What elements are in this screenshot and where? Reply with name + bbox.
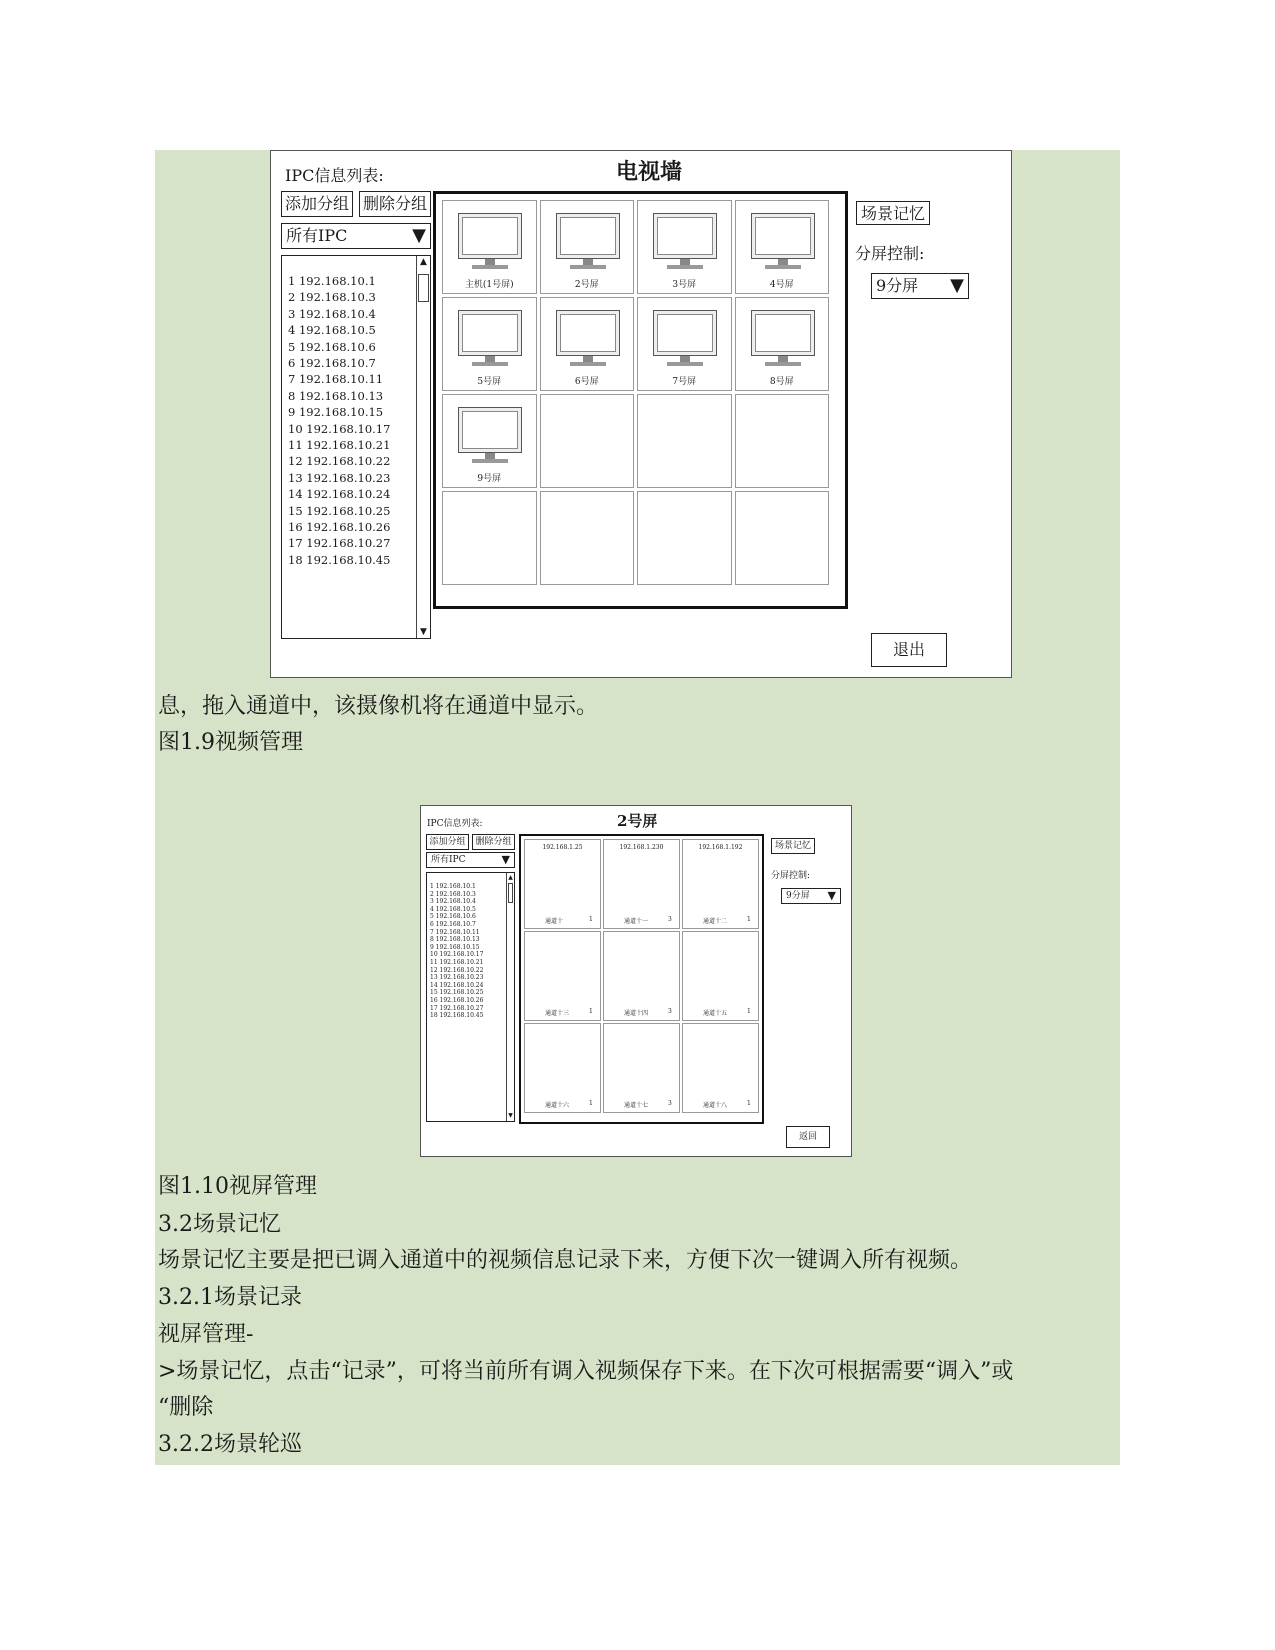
screen-label: 5号屏 (477, 377, 502, 387)
page-title: 2号屏 (617, 812, 658, 830)
screen-label: 4号屏 (769, 280, 794, 290)
split-select-value: 9分屏 (876, 276, 919, 295)
screen-label: 7号屏 (672, 377, 697, 387)
split-select[interactable] (871, 273, 969, 299)
figure-caption: 图1.9视频管理 (158, 730, 303, 755)
screen-label: 6号屏 (574, 377, 599, 387)
list-item[interactable]: 4 192.168.10.5 (430, 905, 476, 913)
channel-name: 通道十八 (703, 1102, 728, 1109)
list-item[interactable]: 5 192.168.10.6 (288, 339, 376, 354)
screen-label: 2号屏 (574, 280, 599, 290)
chevron-down-icon: ▼ (827, 889, 836, 902)
screen-figure (420, 805, 852, 1157)
channel-number: 1 (747, 916, 751, 923)
screen-cell[interactable] (637, 200, 732, 294)
list-item[interactable]: 13 192.168.10.23 (430, 974, 484, 982)
channel-cell[interactable] (682, 1023, 759, 1113)
list-item[interactable]: 10 192.168.10.17 (430, 951, 484, 959)
scroll-up-icon[interactable]: ▲ (420, 257, 427, 267)
group-select[interactable] (281, 223, 431, 249)
list-item[interactable]: 2 192.168.10.3 (430, 890, 476, 898)
tv-wall-figure (270, 150, 1012, 678)
group-select[interactable] (426, 852, 515, 868)
monitor-base (765, 265, 801, 269)
screen-cell[interactable] (442, 297, 537, 391)
screen-cell[interactable] (637, 394, 732, 488)
screen-cell[interactable] (540, 297, 635, 391)
add-group-button[interactable]: 添加分组 (281, 191, 353, 217)
monitor-screen (556, 310, 620, 356)
list-item[interactable]: 10 192.168.10.17 (288, 421, 391, 436)
channel-grid (519, 834, 764, 1124)
paragraph: 视屏管理- (158, 1322, 254, 1347)
ipc-list[interactable] (281, 255, 431, 639)
channel-number: 1 (747, 1008, 751, 1015)
list-item[interactable]: 15 192.168.10.25 (288, 503, 391, 518)
screen-cell[interactable] (540, 200, 635, 294)
monitor-screen (556, 213, 620, 259)
scene-memory-button[interactable]: 场景记忆 (856, 201, 930, 225)
figure-caption: 图1.10视屏管理 (158, 1174, 317, 1199)
channel-name: 通道十三 (545, 1010, 570, 1017)
list-item[interactable]: 15 192.168.10.25 (430, 989, 484, 997)
list-item[interactable]: 3 192.168.10.4 (430, 898, 476, 906)
screen-cell[interactable] (442, 491, 537, 585)
list-item[interactable]: 1 192.168.10.1 (288, 274, 376, 288)
channel-name: 通道十四 (624, 1010, 649, 1017)
channel-ip: 192.168.1.230 (619, 844, 664, 851)
screen-cell[interactable] (540, 394, 635, 488)
paragraph: 场景记忆主要是把已调入通道中的视频信息记录下来，方便下次一键调入所有视频。 (158, 1248, 973, 1273)
section-heading: 3.2.2场景轮巡 (158, 1432, 302, 1457)
scrollbar[interactable] (416, 256, 430, 638)
group-select-value: 所有IPC (286, 226, 348, 245)
screen-wall-grid (433, 191, 848, 609)
list-item[interactable]: 14 192.168.10.24 (288, 487, 391, 502)
list-item[interactable]: 9 192.168.10.15 (430, 943, 480, 951)
list-item[interactable]: 5 192.168.10.6 (430, 913, 476, 921)
channel-cell[interactable] (603, 839, 680, 929)
list-item[interactable]: 12 192.168.10.22 (430, 966, 484, 974)
screen-cell[interactable] (442, 394, 537, 488)
list-item[interactable]: 18 192.168.10.45 (288, 552, 391, 567)
channel-number: 3 (668, 1100, 672, 1107)
monitor-base (765, 362, 801, 366)
ipc-list-label: IPC信息列表: (285, 166, 384, 185)
chevron-down-icon: ▼ (412, 225, 426, 246)
channel-number: 1 (589, 1100, 593, 1107)
delete-group-button[interactable]: 删除分组 (359, 191, 431, 217)
monitor-base (667, 362, 703, 366)
monitor-base (472, 362, 508, 366)
page-title: 电视墙 (616, 159, 683, 185)
list-item[interactable]: 2 192.168.10.3 (288, 290, 376, 305)
paragraph: 息，拖入通道中，该摄像机将在通道中显示。 (158, 694, 599, 719)
screen-cell[interactable] (637, 491, 732, 585)
scroll-down-icon[interactable]: ▼ (508, 1112, 513, 1119)
chevron-down-icon: ▼ (501, 853, 510, 866)
channel-cell[interactable] (603, 1023, 680, 1113)
list-item[interactable]: 6 192.168.10.7 (288, 356, 376, 370)
screen-cell[interactable] (540, 491, 635, 585)
monitor-base (570, 362, 606, 366)
screen-label: 主机(1号屏) (464, 280, 514, 290)
screen-cell[interactable] (735, 200, 830, 294)
list-item[interactable]: 9 192.168.10.15 (288, 405, 384, 420)
monitor-screen (751, 213, 815, 259)
ipc-list[interactable] (426, 872, 515, 1122)
list-item[interactable]: 7 192.168.10.11 (430, 928, 480, 936)
split-control-label: 分屏控制: (771, 871, 811, 881)
channel-number: 3 (668, 1008, 672, 1015)
list-item[interactable]: 12 192.168.10.22 (288, 454, 391, 469)
list-item[interactable]: 13 192.168.10.23 (288, 470, 391, 485)
list-item[interactable]: 14 192.168.10.24 (430, 981, 484, 989)
monitor-screen (458, 310, 522, 356)
list-item[interactable]: 16 192.168.10.26 (288, 520, 391, 534)
channel-number: 3 (668, 916, 672, 923)
exit-button[interactable]: 退出 (871, 633, 947, 667)
monitor-screen (458, 213, 522, 259)
scene-memory-button[interactable]: 场景记忆 (771, 838, 815, 854)
group-select-value: 所有IPC (431, 855, 466, 865)
monitor-base (472, 459, 508, 463)
list-item[interactable]: 18 192.168.10.45 (430, 1012, 484, 1020)
section-heading: 3.2.1场景记录 (158, 1285, 302, 1310)
channel-name: 通道十七 (624, 1102, 649, 1109)
list-item[interactable]: 6 192.168.10.7 (430, 921, 476, 928)
channel-name: 通道十二 (703, 918, 728, 925)
split-control-label: 分屏控制: (855, 244, 925, 263)
scroll-thumb[interactable] (418, 274, 429, 302)
list-item[interactable]: 4 192.168.10.5 (288, 323, 376, 338)
channel-name: 通道十五 (703, 1010, 728, 1017)
list-item[interactable]: 3 192.168.10.4 (288, 306, 376, 321)
channel-cell[interactable] (682, 931, 759, 1021)
channel-cell[interactable] (524, 839, 601, 929)
split-select-value: 9分屏 (786, 891, 810, 901)
screen-cell[interactable] (637, 297, 732, 391)
channel-cell[interactable] (682, 839, 759, 929)
monitor-screen (751, 310, 815, 356)
paragraph: “删除 (158, 1395, 214, 1420)
delete-group-button[interactable]: 删除分组 (472, 834, 515, 850)
chevron-down-icon: ▼ (950, 275, 964, 296)
channel-name: 通道十一 (624, 918, 649, 925)
monitor-base (472, 265, 508, 269)
screen-label: 9号屏 (477, 474, 502, 484)
channel-ip: 192.168.1.25 (542, 844, 583, 851)
list-item[interactable]: 1 192.168.10.1 (430, 883, 476, 890)
list-item[interactable]: 8 192.168.10.13 (288, 388, 384, 403)
screen-cell[interactable] (735, 394, 830, 488)
section-heading: 3.2场景记忆 (158, 1212, 281, 1237)
scroll-thumb[interactable] (508, 883, 513, 903)
channel-cell[interactable] (524, 931, 601, 1021)
split-select[interactable] (781, 888, 841, 904)
channel-ip: 192.168.1.192 (698, 844, 743, 851)
channel-cell[interactable] (603, 931, 680, 1021)
list-item[interactable]: 11 192.168.10.21 (430, 959, 484, 966)
list-item[interactable]: 7 192.168.10.11 (288, 372, 384, 387)
monitor-screen (653, 310, 717, 356)
ipc-list-label: IPC信息列表: (427, 819, 483, 829)
monitor-screen (653, 213, 717, 259)
scrollbar[interactable] (506, 873, 514, 1121)
paragraph: >场景记忆，点击“记录”，可将当前所有调入视频保存下来。在下次可根据需要“调入”或 (158, 1359, 1014, 1384)
back-button[interactable]: 返回 (786, 1126, 830, 1148)
list-item[interactable]: 17 192.168.10.27 (430, 1004, 484, 1012)
screen-label: 3号屏 (672, 280, 697, 290)
list-item[interactable]: 8 192.168.10.13 (430, 936, 480, 944)
monitor-screen (458, 407, 522, 453)
monitor-base (667, 265, 703, 269)
screen-cell[interactable] (442, 200, 537, 294)
channel-number: 1 (747, 1100, 751, 1107)
screen-cell[interactable] (735, 491, 830, 585)
screen-cell[interactable] (735, 297, 830, 391)
scroll-up-icon[interactable]: ▲ (508, 874, 513, 881)
channel-number: 1 (589, 1008, 593, 1015)
scroll-down-icon[interactable]: ▼ (420, 627, 427, 637)
monitor-base (570, 265, 606, 269)
channel-name: 通道十六 (545, 1102, 570, 1109)
list-item[interactable]: 11 192.168.10.21 (288, 438, 391, 452)
add-group-button[interactable]: 添加分组 (426, 834, 469, 850)
channel-name: 通道十 (545, 918, 564, 925)
list-item[interactable]: 16 192.168.10.26 (430, 997, 484, 1004)
channel-number: 1 (589, 916, 593, 923)
screen-label: 8号屏 (769, 377, 794, 387)
channel-cell[interactable] (524, 1023, 601, 1113)
list-item[interactable]: 17 192.168.10.27 (288, 536, 391, 551)
